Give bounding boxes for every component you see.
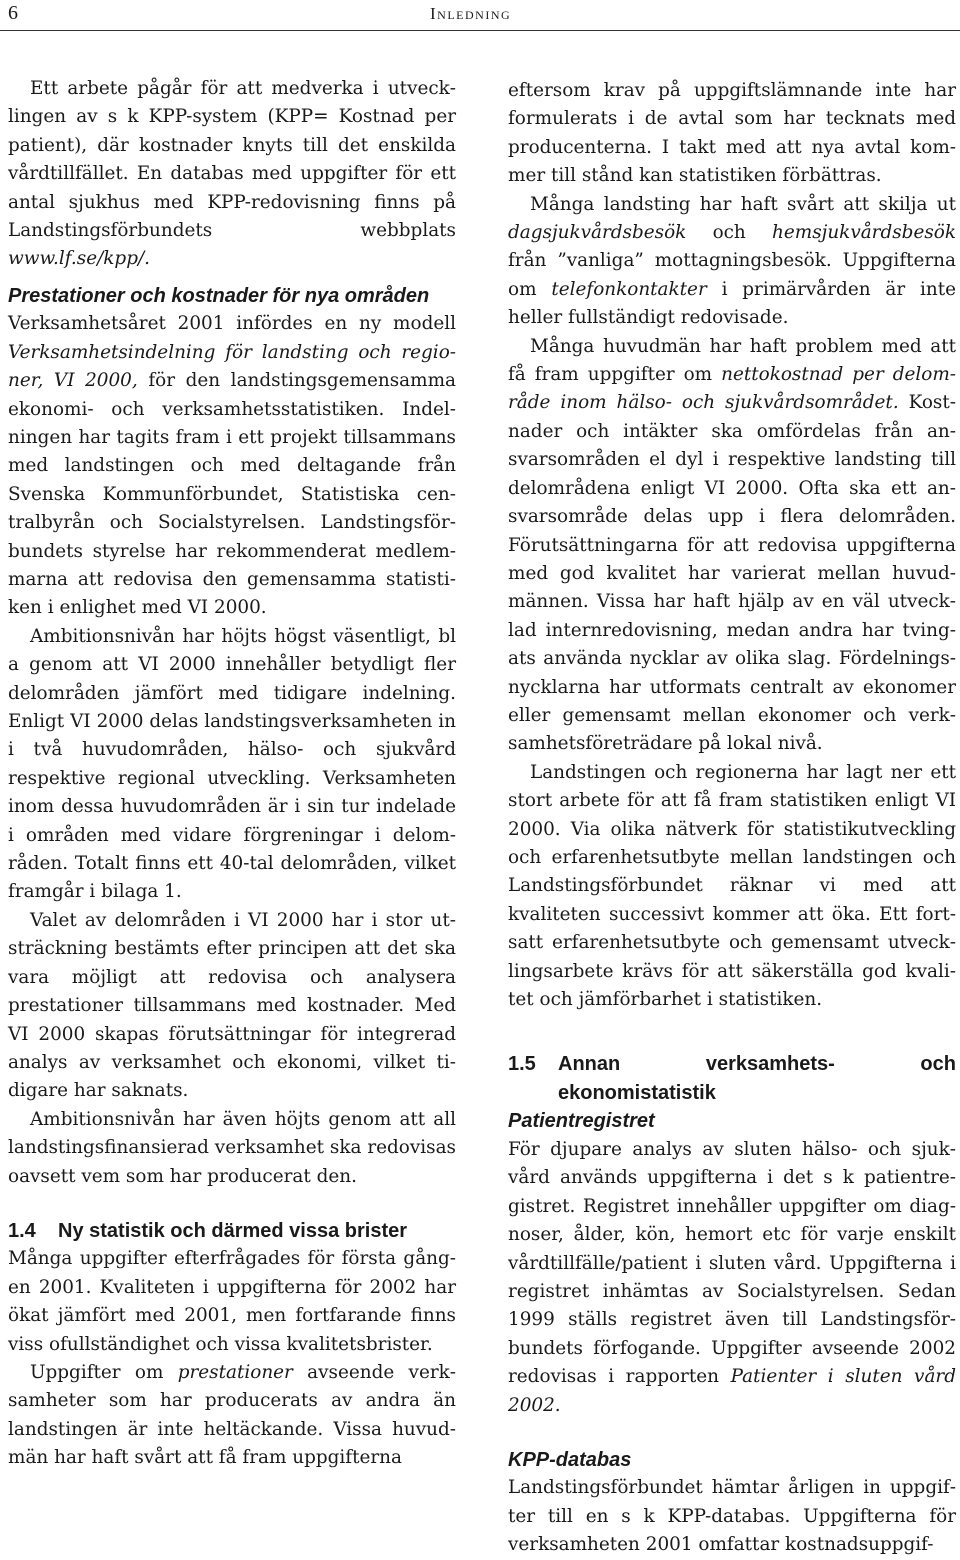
- paragraph-text: För djupare analys av sluten hälso- och sjukvård används uppgifterna i det s k patientregistret. Registret innehåller uppgifter om diagnoser, ålder, kön, hemort etc för varje enskilt vårdtillfälle/patient i sluten vård. Uppgifterna i registret inhämtas av Socialstyrelsen. Sedan 1999 ställs registret även till Landstingsförbundets förfogande. Uppgifter avseende 2002 redovisas i rapporten: [508, 1138, 956, 1388]
- header-rule: [0, 30, 960, 31]
- right-column: [508, 77, 956, 1560]
- italic-text: Verksamhetsindelning för landsting och regioner, VI 2000,: [8, 341, 456, 392]
- section-heading-1-4: [8, 1217, 456, 1246]
- section-title: Annan verksamhets- och ekonomistatistik: [558, 1053, 956, 1104]
- section-title: Ny statistik och därmed vissa brister: [58, 1219, 408, 1242]
- paragraph: [8, 75, 456, 274]
- italic-text: prestationer: [177, 1362, 293, 1384]
- paragraph-text: och: [712, 222, 746, 244]
- paragraph-text: Ett arbete pågår för att medverka i utvecklingen av s k KPP-system (KPP= Kostnad per patient), där kostnader knyts till det enskilda vårdtillfället. En databas med uppgifter för ett antal sjukhus med KPP-redovisning finns på Landstingsförbundets webbplats: [8, 78, 456, 242]
- section-heading-1-5: [508, 1050, 956, 1107]
- paragraph: Många uppgifter efterfrågades för första gången 2001. Kvaliteten i uppgifterna för 2002 har ökat jämfört med 2001, men fortfarande finns viss ofullständighet och vissa kvalitetsbrister.: [8, 1248, 456, 1355]
- paragraph: Valet av delområden i VI 2000 har i stor utsträckning bestämts efter principen att det ska vara möjligt att redovisa och analysera prestationer tillsammans med kostnader. Med VI 2000 skapas förutsättningar för integrerad analys av verksamhet och ekonomi, vilket tidigare har saknats.: [8, 909, 456, 1102]
- paragraph: Landstingsförbundet hämtar årligen in uppgifter till en s k KPP-databas. Uppgifterna för verksamheten 2001 omfattar kostnadsuppgif-: [508, 1477, 956, 1556]
- paragraph-text: Många huvudmän har haft problem med att få fram uppgifter om: [508, 335, 956, 386]
- paragraph-text: Verksamhetsåret 2001 infördes en ny modell: [8, 313, 456, 335]
- italic-text: telefonkontakter: [551, 278, 707, 300]
- kpp-url-link[interactable]: www.lf.se/kpp/.: [8, 248, 151, 270]
- paragraph: [8, 310, 456, 622]
- italic-text: hemsjukvårdsbesök: [772, 222, 956, 244]
- italic-text: Patienter i sluten vård 2002.: [508, 1366, 956, 1416]
- page-number: 6: [8, 2, 18, 24]
- paragraph-text: i primärvården är inte heller fullständigt redovisade.: [508, 278, 956, 329]
- paragraph: [508, 333, 956, 759]
- subheading-patientregistret: Patientregistret: [508, 1110, 655, 1133]
- paragraph-text: för den landstingsgemensamma ekonomi- och verksamhetsstatistiken. Indelningen har tagits fram i ett projekt tillsammans med landstingen och med deltagande från Svenska Kommunförbundet, Statistiska centralbyrån och Socialstyrelsen. Landstingsförbundets styrelse har rekommenderat medlemmarna att redovisa den gemensamma statistiken i enlighet med VI 2000.: [8, 370, 456, 619]
- running-head: Inledning: [430, 4, 512, 23]
- paragraph: Landstingen och regionerna har lagt ner ett stort arbete för att få fram statistiken enligt VI 2000. Via olika nätverk för statistikutveckling och erfarenhetsutbyte mellan landstingen och Landstingsförbundet räknar vi med att kvaliteten successivt kommer att öka. Ett fortsatt erfarenhetsutbyte och gemensamt utvecklingsarbete krävs för att säkerställa god kvalitet och jämförbarhet i statistiken.: [508, 761, 956, 1010]
- paragraph-text: Kostnader och intäkter ska omfördelas från ansvarsområden el dyl i respektive landsting till delområdena enligt VI 2000. Ofta ska ett ansvarsområde delas upp i flera delområden. Förutsättningarna för att redovisa uppgifterna med god kvalitet har varierat mellan huvudmännen. Vissa har haft hjälp av en väl utvecklad internredovisning, medan andra har tvingats använda nycklar av olika slag. Fördelningsnycklarna har utformats centralt av ekonomer eller gemensamt mellan ekonomer och verksamhetsföreträdare på lokal nivå.: [508, 392, 956, 755]
- left-column: [8, 75, 456, 1473]
- paragraph: Ambitionsnivån har även höjts genom att all landstingsfinansierad verksamhet ska redovisas oavsett vem som har producerat den.: [8, 1108, 456, 1187]
- paragraph-text: Uppgifter om: [30, 1362, 164, 1384]
- paragraph: [8, 1359, 456, 1473]
- page-header: [0, 0, 960, 30]
- section-number: 1.5: [508, 1053, 536, 1076]
- paragraph: [508, 1136, 956, 1420]
- italic-text: dagsjukvårdsbesök: [508, 222, 687, 244]
- paragraph: eftersom krav på uppgiftslämnande inte har formulerats i de avtal som har tecknats med producenterna. I takt med att nya avtal kommer till stånd kan statistiken förbättras.: [508, 80, 956, 187]
- paragraph: Ambitionsnivån har höjts högst väsentligt, bl a genom att VI 2000 innehåller betydligt fler delområden jämfört med tidigare indelning. Enligt VI 2000 delas landstingsverksamheten in i två huvudområden, hälso- och sjukvård respektive regional utveckling. Verksamheten inom dessa huvudområden är i sin tur indelade i områden med vidare förgreningar i delområden. Totalt finns ett 40-tal delområden, vilket framgår i bilaga 1.: [8, 625, 456, 903]
- paragraph-text: Många landsting har haft svårt att skilja ut: [530, 193, 956, 215]
- paragraph-text: avseende verksamheter som har producerats av andra än landstingen är inte heltäckande. Vissa huvudmän har haft svårt att få fram uppgifterna: [8, 1362, 456, 1469]
- subheading-prestationer: Prestationer och kostnader för nya områden: [8, 284, 430, 307]
- section-number: 1.4: [8, 1219, 36, 1242]
- paragraph: [508, 191, 956, 333]
- paragraph-text: från ”vanliga” mottagningsbesök. Uppgifterna om: [508, 250, 956, 300]
- subheading-kpp-databas: KPP-databas: [508, 1448, 632, 1471]
- italic-text: nettokostnad per delområde inom hälso- och sjukvårdsområdet.: [508, 364, 956, 414]
